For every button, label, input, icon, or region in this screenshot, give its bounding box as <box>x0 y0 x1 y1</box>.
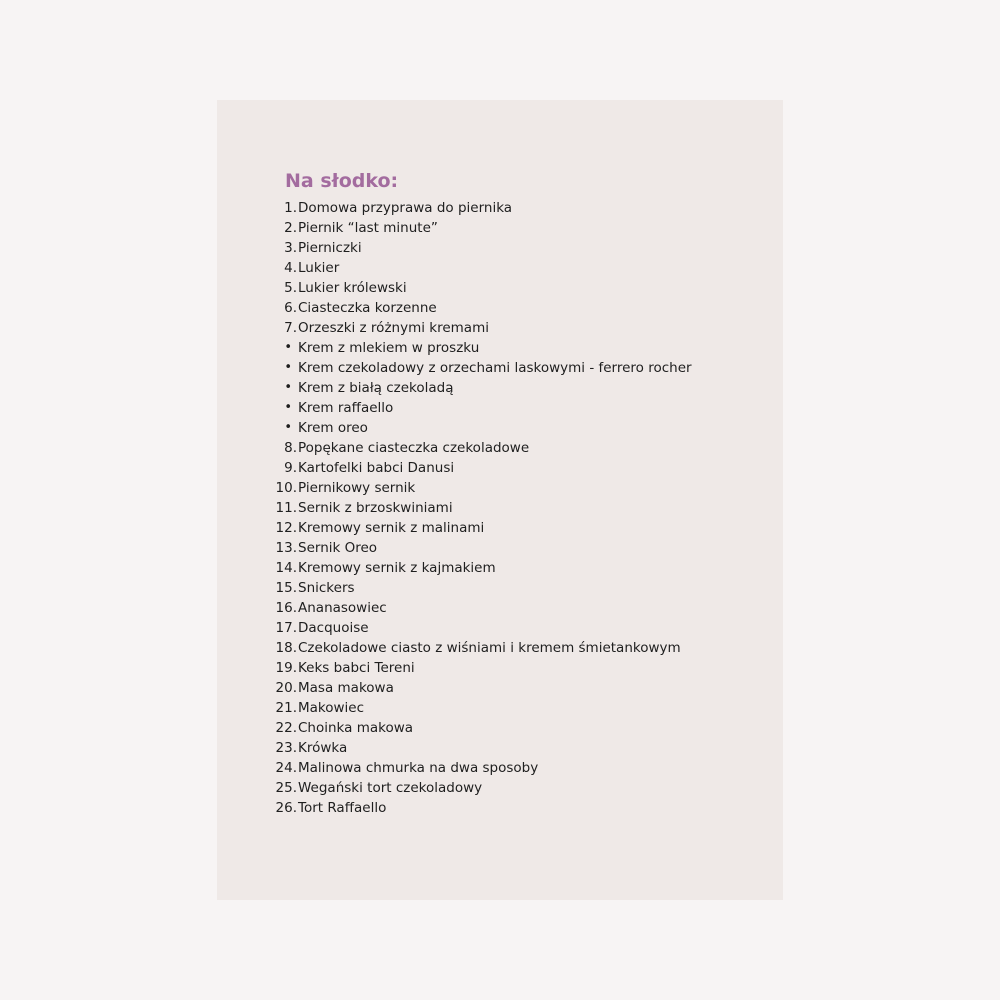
recipe-name: Malinowa chmurka na dwa sposoby <box>298 760 539 776</box>
list-number: 19. <box>275 660 297 676</box>
bullet-marker: • <box>284 340 292 355</box>
recipe-name: Domowa przyprawa do piernika <box>298 200 513 216</box>
recipe-name: Krem z białą czekoladą <box>298 380 454 396</box>
list-number: 12. <box>275 520 297 536</box>
recipe-name: Krem raffaello <box>298 400 394 416</box>
recipe-name: Kremowy sernik z malinami <box>298 520 485 536</box>
recipe-name: Pierniczki <box>298 240 362 256</box>
list-number: 1. <box>284 200 297 216</box>
list-number: 3. <box>284 240 297 256</box>
list-number: 14. <box>275 560 297 576</box>
recipe-name: Makowiec <box>298 700 365 716</box>
list-number: 17. <box>275 620 297 636</box>
recipe-name: Kartofelki babci Danusi <box>298 460 455 476</box>
list-number: 4. <box>284 260 297 276</box>
list-number: 24. <box>275 760 297 776</box>
bullet-marker: • <box>284 380 292 395</box>
recipe-name: Tort Raffaello <box>298 800 387 816</box>
list-number: 8. <box>284 440 297 456</box>
recipe-name: Dacquoise <box>298 620 369 636</box>
recipe-name: Piernik “last minute” <box>298 220 438 236</box>
list-number: 18. <box>275 640 297 656</box>
list-number: 6. <box>284 300 297 316</box>
list-number: 5. <box>284 280 297 296</box>
list-number: 10. <box>275 480 297 496</box>
list-number: 11. <box>275 500 297 516</box>
list-number: 23. <box>275 740 297 756</box>
recipe-name: Snickers <box>298 580 355 596</box>
list-number: 9. <box>284 460 297 476</box>
bullet-marker: • <box>284 420 292 435</box>
recipe-name: Lukier królewski <box>298 280 407 296</box>
bullet-marker: • <box>284 400 292 415</box>
recipe-name: Kremowy sernik z kajmakiem <box>298 560 496 576</box>
recipe-name: Orzeszki z różnymi kremami <box>298 320 489 336</box>
section-title: Na słodko: <box>285 170 399 192</box>
list-number: 21. <box>275 700 297 716</box>
list-number: 7. <box>284 320 297 336</box>
recipe-name: Krem oreo <box>298 420 368 436</box>
bullet-marker: • <box>284 360 292 375</box>
recipe-name: Piernikowy sernik <box>298 480 416 496</box>
recipe-name: Wegański tort czekoladowy <box>298 780 483 796</box>
recipe-name: Czekoladowe ciasto z wiśniami i kremem śmietankowym <box>298 640 681 656</box>
recipe-name: Sernik Oreo <box>298 540 378 556</box>
document-page <box>217 100 783 900</box>
recipe-name: Keks babci Tereni <box>298 660 415 676</box>
recipe-name: Ananasowiec <box>298 600 387 616</box>
list-number: 2. <box>284 220 297 236</box>
recipe-name: Krem czekoladowy z orzechami laskowymi - ferrero rocher <box>298 360 692 376</box>
list-number: 13. <box>275 540 297 556</box>
list-number: 16. <box>275 600 297 616</box>
list-number: 25. <box>275 780 297 796</box>
recipe-name: Ciasteczka korzenne <box>298 300 437 316</box>
recipe-name: Krówka <box>298 740 348 756</box>
list-number: 20. <box>275 680 297 696</box>
recipe-name: Popękane ciasteczka czekoladowe <box>298 440 530 456</box>
recipe-name: Sernik z brzoskwiniami <box>298 500 453 516</box>
list-number: 26. <box>275 800 297 816</box>
list-number: 22. <box>275 720 297 736</box>
recipe-name: Krem z mlekiem w proszku <box>298 340 480 356</box>
recipe-name: Choinka makowa <box>298 720 414 736</box>
list-number: 15. <box>275 580 297 596</box>
recipe-name: Masa makowa <box>298 680 394 696</box>
recipe-name: Lukier <box>298 260 340 276</box>
